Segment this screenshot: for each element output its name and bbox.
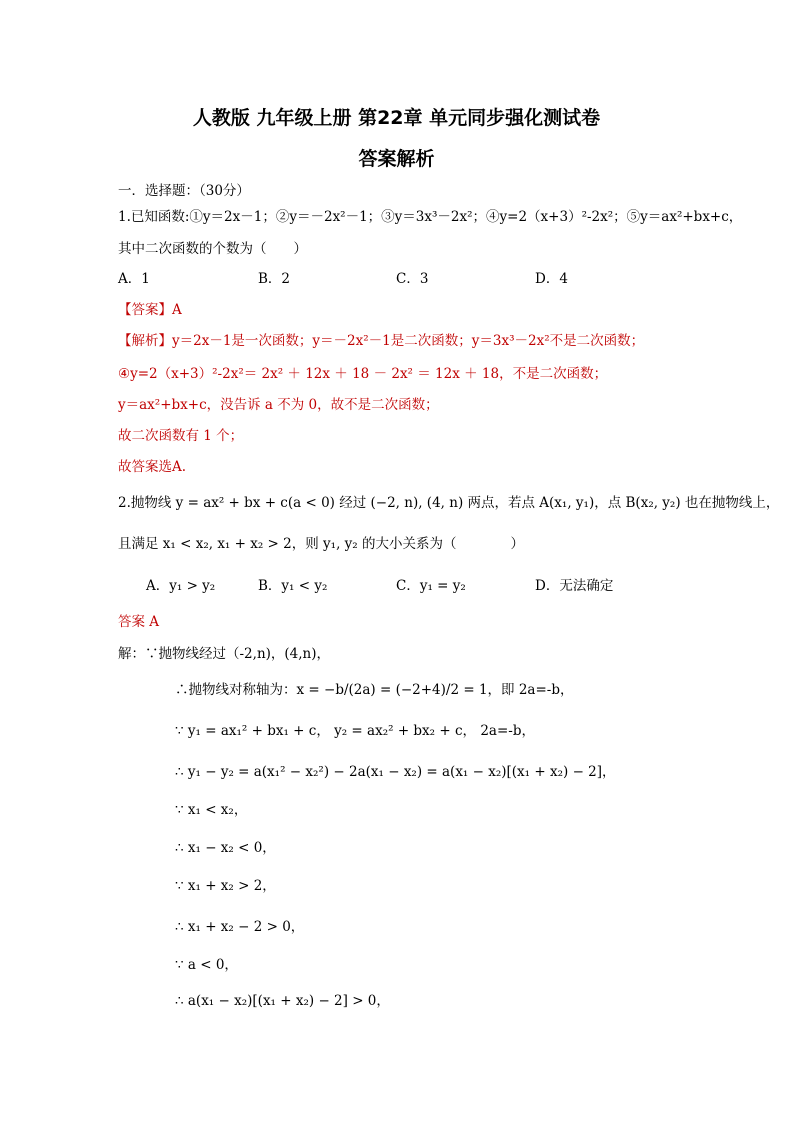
document-title: 人教版 九年级上册 第22章 单元同步强化测试卷: [192, 107, 601, 129]
q1-option-c: C．3: [396, 271, 429, 287]
q1-option-a: A．1: [118, 271, 150, 287]
document-subtitle: 答案解析: [358, 148, 435, 170]
q2-stem-line2: 且满足 x₁ < x₂, x₁ + x₂ > 2，则 y₁, y₂ 的大小关系为（ ）: [118, 536, 524, 552]
q2-option-c: C．y₁ = y₂: [396, 578, 466, 594]
q1-explanation-line2: ④y=2（x+3）²-2x²＝ 2x² ＋ 12x ＋ 18 － 2x² ＝ 12x ＋ 18，不是二次函数；: [118, 366, 608, 382]
q2-step-5: ∴ x₁ − x₂ < 0，: [175, 840, 276, 856]
q2-step-1: ∴抛物线对称轴为：x = −b/(2a) = (−2+4)/2 = 1，即 2a=-b，: [175, 682, 574, 698]
q2-stem-line1: 2.抛物线 y = ax² + bx + c(a < 0) 经过 (−2, n), (4, n) 两点，若点 A(x₁, y₁)，点 B(x₂, y₂) 也在抛物线上，: [118, 495, 780, 511]
q1-option-d: D．4: [535, 271, 568, 287]
q1-explanation-line5: 故答案选A.: [118, 459, 187, 475]
q1-option-b: B．2: [258, 271, 291, 287]
q2-step-7: ∴ x₁ + x₂ − 2 > 0，: [175, 919, 305, 935]
q1-explanation-line4: 故二次函数有 1 个；: [118, 428, 244, 444]
q1-stem-line1: 1.已知函数:①y＝2x－1；②y＝－2x²－1；③y＝3x³－2x²；④y=2（x+3）²-2x²；⑤y＝ax²+bx+c，: [118, 209, 743, 225]
q1-stem-line2: 其中二次函数的个数为（ ）: [118, 241, 307, 257]
q2-step-9: ∴ a(x₁ − x₂)[(x₁ + x₂) − 2] > 0，: [175, 993, 390, 1009]
q2-answer: 答案 A: [118, 614, 160, 630]
q2-option-a: A．y₁ > y₂: [146, 578, 216, 594]
q2-step-6: ∵ x₁ + x₂ > 2，: [175, 878, 276, 894]
q1-answer: 【答案】A: [118, 302, 182, 318]
section-heading: 一．选择题：（30分）: [118, 183, 250, 199]
q1-explanation-line1: 【解析】y＝2x－1是一次函数；y＝－2x²－1是二次函数；y＝3x³－2x²不是二次函数；: [118, 333, 645, 349]
q2-solution-intro: 解：∵抛物线经过（-2,n)，(4,n)，: [118, 646, 331, 662]
q2-step-4: ∵ x₁ < x₂，: [175, 802, 248, 818]
q2-step-3: ∴ y₁ − y₂ = a(x₁² − x₂²) − 2a(x₁ − x₂) = a(x₁ − x₂)[(x₁ + x₂) − 2]，: [175, 764, 616, 780]
q2-step-2: ∵ y₁ = ax₁² + bx₁ + c， y₂ = ax₂² + bx₂ + c， 2a=-b，: [175, 723, 535, 739]
q1-explanation-line3: y＝ax²+bx+c，没告诉 a 不为 0，故不是二次函数；: [118, 397, 439, 413]
q2-option-d: D．无法确定: [535, 578, 614, 594]
q2-step-8: ∵ a < 0，: [175, 957, 238, 973]
q2-option-b: B．y₁ < y₂: [258, 578, 328, 594]
